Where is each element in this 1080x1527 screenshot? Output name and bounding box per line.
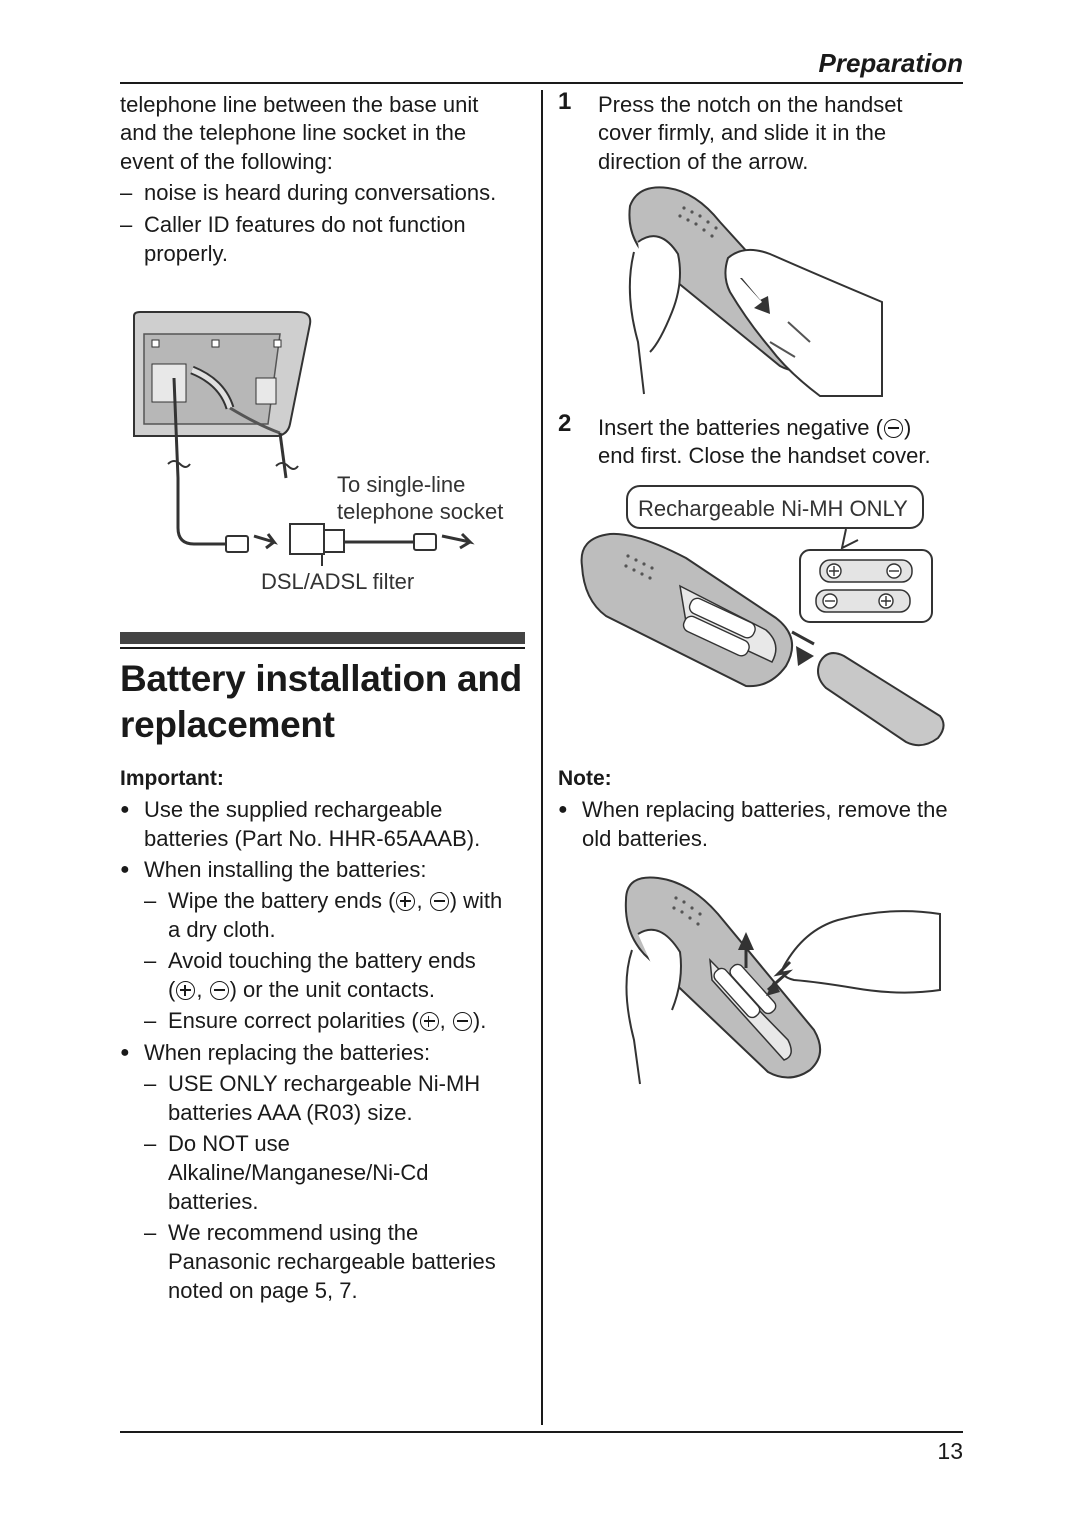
dash-mark: – <box>144 1071 157 1096</box>
dash-mark: – <box>144 1008 157 1033</box>
plus-icon <box>420 1012 439 1031</box>
handset-cover-illustration <box>620 182 890 397</box>
bullet-mark: ● <box>120 1044 130 1061</box>
battery-insertion-illustration <box>576 526 946 752</box>
bullet-text: When replacing the batteries: <box>144 1040 431 1065</box>
bullet-text-cont: batteries (Part No. HHR-65AAAB). <box>144 826 481 851</box>
step-1-line-2: cover firmly, and slide it in the <box>598 120 887 145</box>
replace-text: Do NOT use <box>168 1131 290 1156</box>
install-text: Wipe the battery ends ( , ) with <box>168 888 503 913</box>
bullet-mark: ● <box>120 801 130 818</box>
dsl-filter-illustration <box>130 308 530 608</box>
replace-text: USE ONLY rechargeable Ni-MH <box>168 1071 481 1096</box>
socket-label-1: To single-line <box>337 472 466 497</box>
install-text-cont: a dry cloth. <box>168 917 276 942</box>
replace-text: We recommend using the <box>168 1220 419 1245</box>
step-2-line-1: Insert the batteries negative ( ) <box>598 415 912 440</box>
heading-bar <box>120 632 525 644</box>
minus-icon <box>430 892 449 911</box>
note-text: When replacing batteries, remove the <box>582 797 948 822</box>
column-divider <box>541 90 543 1425</box>
dash-mark: – <box>144 888 157 913</box>
section-title: Preparation <box>818 48 963 78</box>
plus-icon <box>176 981 195 1000</box>
step-1-line-1: Press the notch on the handset <box>598 92 903 117</box>
replace-text-cont: Alkaline/Manganese/Ni-Cd <box>168 1160 429 1185</box>
intro-line-3: event of the following: <box>120 149 333 174</box>
dash-mark: – <box>144 1131 157 1156</box>
callout-text: Rechargeable Ni-MH ONLY <box>638 496 908 521</box>
replace-text-cont: batteries AAA (R03) size. <box>168 1100 413 1125</box>
step-2-number: 2 <box>558 410 572 437</box>
section-heading-line-2: replacement <box>120 704 335 745</box>
bullet-text: When installing the batteries: <box>144 857 427 882</box>
dash-mark: – <box>144 948 157 973</box>
minus-icon <box>884 419 903 438</box>
bullet-text: Use the supplied rechargeable <box>144 797 443 822</box>
intro-line-1: telephone line between the base unit <box>120 92 479 117</box>
replace-text-cont: noted on page 5, 7. <box>168 1278 358 1303</box>
dash-text: Caller ID features do not function <box>144 212 466 237</box>
minus-icon <box>210 981 229 1000</box>
footer-rule <box>120 1431 963 1433</box>
rechargeable-callout <box>626 485 924 529</box>
note-text-cont: old batteries. <box>582 826 708 851</box>
install-text-cont: ( , ) or the unit contacts. <box>168 977 436 1002</box>
install-text: Avoid touching the battery ends <box>168 948 476 973</box>
step-1-number: 1 <box>558 88 572 115</box>
socket-label-2: telephone socket <box>337 499 504 524</box>
header-rule <box>120 82 963 84</box>
step-1-line-3: direction of the arrow. <box>598 149 809 174</box>
dash-text: noise is heard during conversations. <box>144 180 497 205</box>
important-label: Important: <box>120 767 224 790</box>
dash-text-cont: properly. <box>144 241 228 266</box>
dash-mark: – <box>120 212 133 237</box>
plus-icon <box>396 892 415 911</box>
dash-mark: – <box>120 180 133 205</box>
dash-mark: – <box>144 1220 157 1245</box>
section-heading-line-1: Battery installation and <box>120 658 522 699</box>
install-text: Ensure correct polarities ( , ). <box>168 1008 487 1033</box>
bullet-mark: ● <box>120 861 130 878</box>
heading-rule <box>120 647 525 649</box>
page-number: 13 <box>937 1438 963 1464</box>
intro-line-2: and the telephone line socket in the <box>120 120 467 145</box>
bullet-mark: ● <box>558 801 568 818</box>
battery-removal-illustration <box>618 870 948 1088</box>
minus-icon <box>453 1012 472 1031</box>
filter-label: DSL/ADSL filter <box>261 569 415 594</box>
replace-text-cont: Panasonic rechargeable batteries <box>168 1249 496 1274</box>
replace-text-cont: batteries. <box>168 1189 259 1214</box>
step-2-line-2: end first. Close the handset cover. <box>598 443 931 468</box>
note-label: Note: <box>558 767 612 790</box>
